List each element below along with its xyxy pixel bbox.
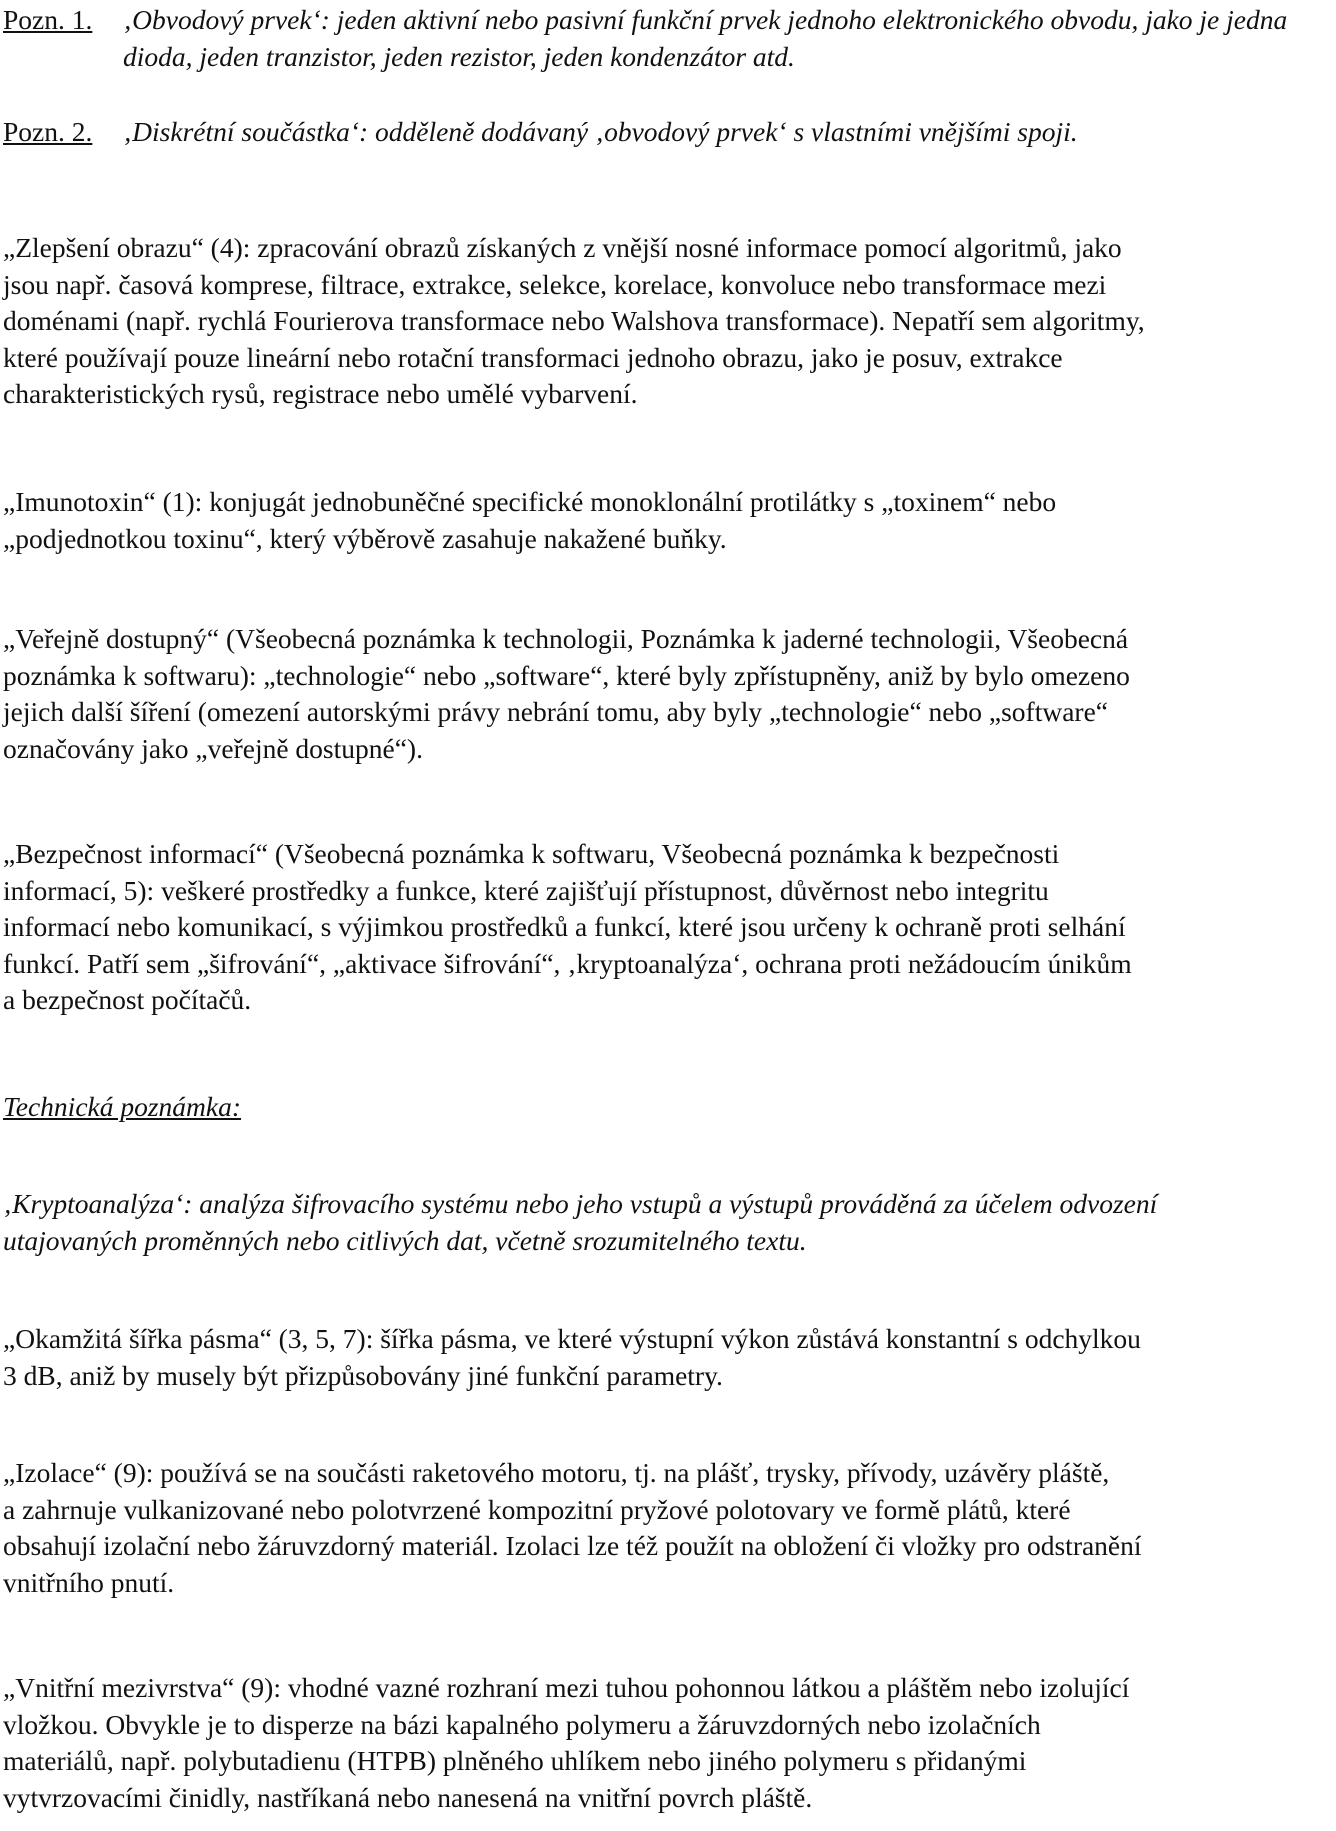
paragraph-line: „Vnitřní mezivrstva“ (9): vhodné vazné rozhraní mezi tuhou pohonnou látkou a pláštěm nebo izolující — [3, 1672, 1130, 1703]
paragraph-line: funkcí. Patří sem „šifrování“, „aktivace šifrování“, ‚kryptoanalýza‘, ochrana proti nežádoucím únikům — [3, 947, 1132, 979]
definition-verejne-dostupny — [3, 621, 1333, 767]
note-1-text-1: ‚Obvodový prvek‘: jeden aktivní nebo pasivní funkční prvek jednoho elektronického obvodu, jako je jedna — [123, 4, 1288, 35]
definition-imunotoxin — [3, 484, 1333, 557]
paragraph-line: „Izolace“ (9): používá se na součásti raketového motoru, tj. na plášť, trysky, přívody, uzávěry pláště, — [3, 1457, 1110, 1488]
paragraph-line: informací nebo komunikací, s výjimkou prostředků a funkcí, které jsou určeny k ochraně proti selhání — [3, 911, 1126, 943]
paragraph-line: „Okamžitá šířka pásma“ (3, 5, 7): šířka pásma, ve které výstupní výkon zůstává konstantní s odchylkou — [3, 1323, 1141, 1354]
paragraph-line: „Imunotoxin“ (1): konjugát jednobuněčné specifické monoklonální protilátky s „toxinem“ nebo — [3, 486, 1057, 517]
paragraph-line: vnitřního pnutí. — [3, 1566, 175, 1598]
note-1-text-2: dioda, jeden tranzistor, jeden rezistor, jeden kondenzátor atd. — [123, 40, 795, 72]
technical-note-heading: Technická poznámka: — [3, 1091, 242, 1122]
definition-vnitrni-mezivrstva — [3, 1670, 1333, 1816]
note-2-line-1 — [3, 114, 1333, 151]
technical-note-heading-block — [3, 1089, 1333, 1126]
note-1-label: Pozn. 1. — [3, 4, 93, 35]
paragraph-line: „podjednotkou toxinu“, který výběrově zasahuje nakažené buňky. — [3, 522, 727, 554]
definition-zlepseni-obrazu — [3, 230, 1333, 413]
paragraph-line: a bezpečnost počítačů. — [3, 984, 252, 1016]
paragraph-line: 3 dB, aniž by musely být přizpůsobovány jiné funkční parametry. — [3, 1359, 723, 1391]
paragraph-line: doménami (např. rychlá Fourierova transformace nebo Walshova transformace). Nepatří sem algoritmy, — [3, 305, 1145, 337]
paragraph-line: utajovaných proměnných nebo citlivých dat, včetně srozumitelného textu. — [3, 1224, 807, 1256]
paragraph-line: a zahrnuje vulkanizované nebo polotvrzené kompozitní pryžové polotovary ve formě plátů, které — [3, 1493, 1071, 1525]
paragraph-line: „Zlepšení obrazu“ (4): zpracování obrazů získaných z vnější nosné informace pomocí algoritmů, jako — [3, 232, 1122, 263]
paragraph-line: obsahují izolační nebo žáruvzdorný materiál. Izolaci lze též použít na obložení či vložky pro odstranění — [3, 1530, 1142, 1562]
note-1-line-1 — [3, 2, 1333, 39]
paragraph-line: vytvrzovacími činidly, nastříkaná nebo nanesená na vnitřní povrch pláště. — [3, 1781, 813, 1813]
paragraph-line: označovány jako „veřejně dostupné“). — [3, 732, 423, 764]
definition-izolace — [3, 1455, 1333, 1601]
paragraph-line: jejich další šíření (omezení autorskými právy nebrání tomu, aby byly „technologie“ nebo „software“ — [3, 696, 1108, 728]
paragraph-line: které používají pouze lineární nebo rotační transformaci jednoho obrazu, jako je posuv, extrakce — [3, 341, 1063, 373]
note-1-line-2 — [3, 39, 1333, 76]
note-2 — [3, 114, 1333, 151]
note-2-text-1: ‚Diskrétní součástka‘: odděleně dodávaný ‚obvodový prvek‘ s vlastními vnějšími spoji. — [123, 116, 1078, 147]
paragraph-line: vložkou. Obvykle je to disperze na bázi kapalného polymeru a žáruvzdorných nebo izolačních — [3, 1708, 1041, 1740]
definition-bezpecnost-informaci — [3, 836, 1333, 1019]
note-2-label: Pozn. 2. — [3, 116, 93, 147]
paragraph-line: „Bezpečnost informací“ (Všeobecná poznámka k softwaru, Všeobecná poznámka k bezpečnosti — [3, 838, 1060, 869]
technical-note-kryptoanalyza — [3, 1186, 1333, 1259]
paragraph-line: charakteristických rysů, registrace nebo umělé vybarvení. — [3, 378, 638, 410]
paragraph-line: informací, 5): veškeré prostředky a funkce, které zajišťují přístupnost, důvěrnost nebo integritu — [3, 874, 1049, 906]
definition-okamzita-sirka-pasma — [3, 1321, 1333, 1394]
paragraph-line: „Veřejně dostupný“ (Všeobecná poznámka k technologii, Poznámka k jaderné technologii, Všeobecná — [3, 623, 1129, 654]
paragraph-line: ‚Kryptoanalýza‘: analýza šifrovacího systému nebo jeho vstupů a výstupů prováděná za účelem odvození — [3, 1188, 1158, 1219]
note-1 — [3, 2, 1333, 75]
paragraph-line: materiálů, např. polybutadienu (HTPB) plněného uhlíkem nebo jiného polymeru s přidanými — [3, 1745, 1027, 1777]
paragraph-line: jsou např. časová komprese, filtrace, extrakce, selekce, korelace, konvoluce nebo transformace mezi — [3, 268, 1107, 300]
paragraph-line: poznámka k softwaru): „technologie“ nebo „software“, které byly zpřístupněny, aniž by bylo omezeno — [3, 659, 1130, 691]
